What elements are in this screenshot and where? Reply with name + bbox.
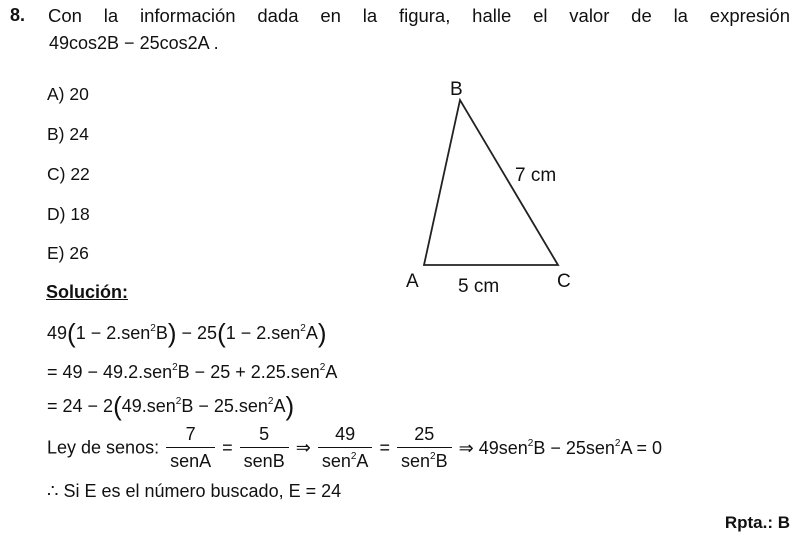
option-d: D) 18 <box>47 204 90 224</box>
answer-label: Rpta.: B <box>724 513 790 532</box>
fraction-2: $\frac{5}{\text{senB}}$ <box>240 424 289 472</box>
solution-conclusion: ∴ Si E es el número buscado, E = 24 <box>47 481 342 501</box>
triangle-figure <box>400 75 590 305</box>
option-b: B) 24 <box>47 124 89 144</box>
question-number: 8. <box>10 5 26 25</box>
solution-step-1: 49(1 − 2.sen$^2$B) − 25(1 − 2.sen$^2$A) <box>47 318 327 348</box>
solution-heading: Solución: <box>46 282 128 302</box>
solution-step-2: = 49 − 49.2.sen$^2$B − 25 + 2.25.sen$^2$A <box>47 362 338 382</box>
fraction-3: $\frac{49}{sen^2A}$ <box>318 424 373 472</box>
side-ac-label: 5 cm <box>458 276 500 297</box>
question-text: Con la información dada en la figura, halle el valor de la expresión <box>48 5 790 26</box>
vertex-a-label: A <box>406 271 419 292</box>
fraction-4: $\frac{25}{sen^2B}$ <box>397 424 452 472</box>
side-bc-label: 7 cm <box>515 165 557 186</box>
vertex-b-label: B <box>450 79 463 100</box>
law-result: ⇒ 49sen$^2$B − 25sen$^2$A = 0 <box>458 437 662 458</box>
law-of-sines-line: Ley de senos: $\frac{7}{\text{senA}}$ = $\frac{5}{\text{senB}}$ ⇒ $\frac{49}{sen^2A}$ = $\frac{25}{sen^2B}$ ⇒ 49sen$^2$B − 25sen$^2$A = 0 <box>47 424 662 471</box>
law-label: Ley de senos: <box>47 437 160 458</box>
solution-step-3: = 24 − 2(49.sen$^2$B − 25.sen$^2$A) <box>47 391 295 421</box>
fraction-1: $\frac{7}{\text{senA}}$ <box>166 424 215 472</box>
question-expression: 49cos2B − 25cos2A . <box>49 33 219 53</box>
option-a: A) 20 <box>47 84 89 104</box>
option-c: C) 22 <box>47 164 90 184</box>
vertex-c-label: C <box>557 271 571 292</box>
option-e: E) 26 <box>47 243 89 263</box>
